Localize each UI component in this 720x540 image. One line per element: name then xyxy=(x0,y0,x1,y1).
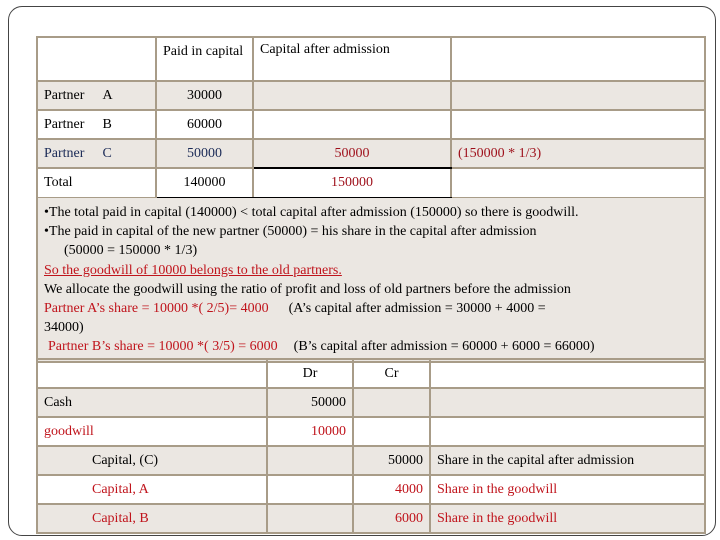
dr-cell: 10000 xyxy=(267,417,353,446)
capital-table xyxy=(36,36,706,199)
partner-a-capital: (A’s capital after admission = 30000 + 4000 = xyxy=(288,301,546,317)
partner-letter: A xyxy=(102,87,113,103)
partner-cell xyxy=(37,110,156,139)
note-cell xyxy=(430,417,705,446)
header-empty xyxy=(37,37,156,81)
account-cell: Capital, (C) xyxy=(37,446,267,475)
dr-cell xyxy=(267,475,353,504)
total-after-cell: 150000 xyxy=(253,168,451,198)
cr-cell xyxy=(353,417,430,446)
row-label: Partner xyxy=(44,116,85,132)
header-capital-after-admission: Capital after admission xyxy=(253,37,451,81)
dr-cell xyxy=(267,446,353,475)
header-dr: Dr xyxy=(267,359,353,388)
account-cell: Capital, A xyxy=(37,475,267,504)
partner-a-share-line xyxy=(44,299,704,318)
note-cell xyxy=(451,168,705,198)
after-cell: 50000 xyxy=(253,139,451,168)
total-label: Total xyxy=(37,168,156,198)
total-paid-cell: 140000 xyxy=(156,168,253,198)
partner-cell xyxy=(37,139,156,168)
note-cell xyxy=(430,388,705,417)
note-cell: Share in the goodwill xyxy=(430,475,705,504)
header-cr: Cr xyxy=(353,359,430,388)
header-empty xyxy=(451,37,705,81)
journal-row xyxy=(37,446,705,475)
note-cell xyxy=(451,81,705,110)
goodwill-conclusion: So the goodwill of 10000 belongs to the old partners. xyxy=(44,262,342,278)
cr-cell: 4000 xyxy=(353,475,430,504)
cr-cell: 6000 xyxy=(353,504,430,533)
account-cell: Capital, B xyxy=(37,504,267,533)
account-cell: Cash xyxy=(37,388,267,417)
header-empty xyxy=(37,359,267,388)
table-row xyxy=(37,81,705,110)
header-empty xyxy=(430,359,705,388)
paid-cell: 30000 xyxy=(156,81,253,110)
partner-b-capital: (B’s capital after admission = 60000 + 6000 = 66000) xyxy=(293,339,595,355)
explanation-box xyxy=(36,198,706,363)
paid-cell: 50000 xyxy=(156,139,253,168)
paid-cell: 60000 xyxy=(156,110,253,139)
journal-row xyxy=(37,504,705,533)
partner-a-share: Partner A’s share = 10000 *( 2/5)= 4000 xyxy=(44,301,269,317)
partner-letter: B xyxy=(102,116,112,132)
journal-entry-table xyxy=(36,358,706,534)
partner-b-share-line xyxy=(44,337,704,356)
note-cell xyxy=(451,110,705,139)
table-header-row xyxy=(37,37,705,81)
after-cell xyxy=(253,81,451,110)
header-paid-in-capital: Paid in capital xyxy=(156,37,253,81)
row-label: Partner xyxy=(44,145,85,161)
journal-row xyxy=(37,475,705,504)
note-line: We allocate the goodwill using the ratio of profit and loss of old partners before the admission xyxy=(44,281,571,297)
note-line: 34000) xyxy=(44,320,84,336)
note-line: •The total paid in capital (140000) < total capital after admission (150000) so there is goodwill. xyxy=(44,205,579,220)
table-row xyxy=(37,168,705,198)
note-cell: (150000 * 1/3) xyxy=(451,139,705,168)
partner-b-share: Partner B’s share = 10000 *( 3/5) = 6000 xyxy=(48,339,278,355)
note-line: •The paid in capital of the new partner (50000) = his share in the capital after admission xyxy=(44,224,537,240)
dr-cell: 50000 xyxy=(267,388,353,417)
journal-row xyxy=(37,388,705,417)
table-row xyxy=(37,110,705,139)
note-line: (50000 = 150000 * 1/3) xyxy=(64,243,198,259)
dr-cell xyxy=(267,504,353,533)
note-cell: Share in the capital after admission xyxy=(430,446,705,475)
partner-cell xyxy=(37,81,156,110)
table-row xyxy=(37,139,705,168)
after-cell xyxy=(253,110,451,139)
account-cell: goodwill xyxy=(37,417,267,446)
journal-header-row xyxy=(37,359,705,388)
note-cell: Share in the goodwill xyxy=(430,504,705,533)
partner-letter: C xyxy=(102,145,112,161)
journal-row xyxy=(37,417,705,446)
cr-cell: 50000 xyxy=(353,446,430,475)
cr-cell xyxy=(353,388,430,417)
row-label: Partner xyxy=(44,87,85,103)
